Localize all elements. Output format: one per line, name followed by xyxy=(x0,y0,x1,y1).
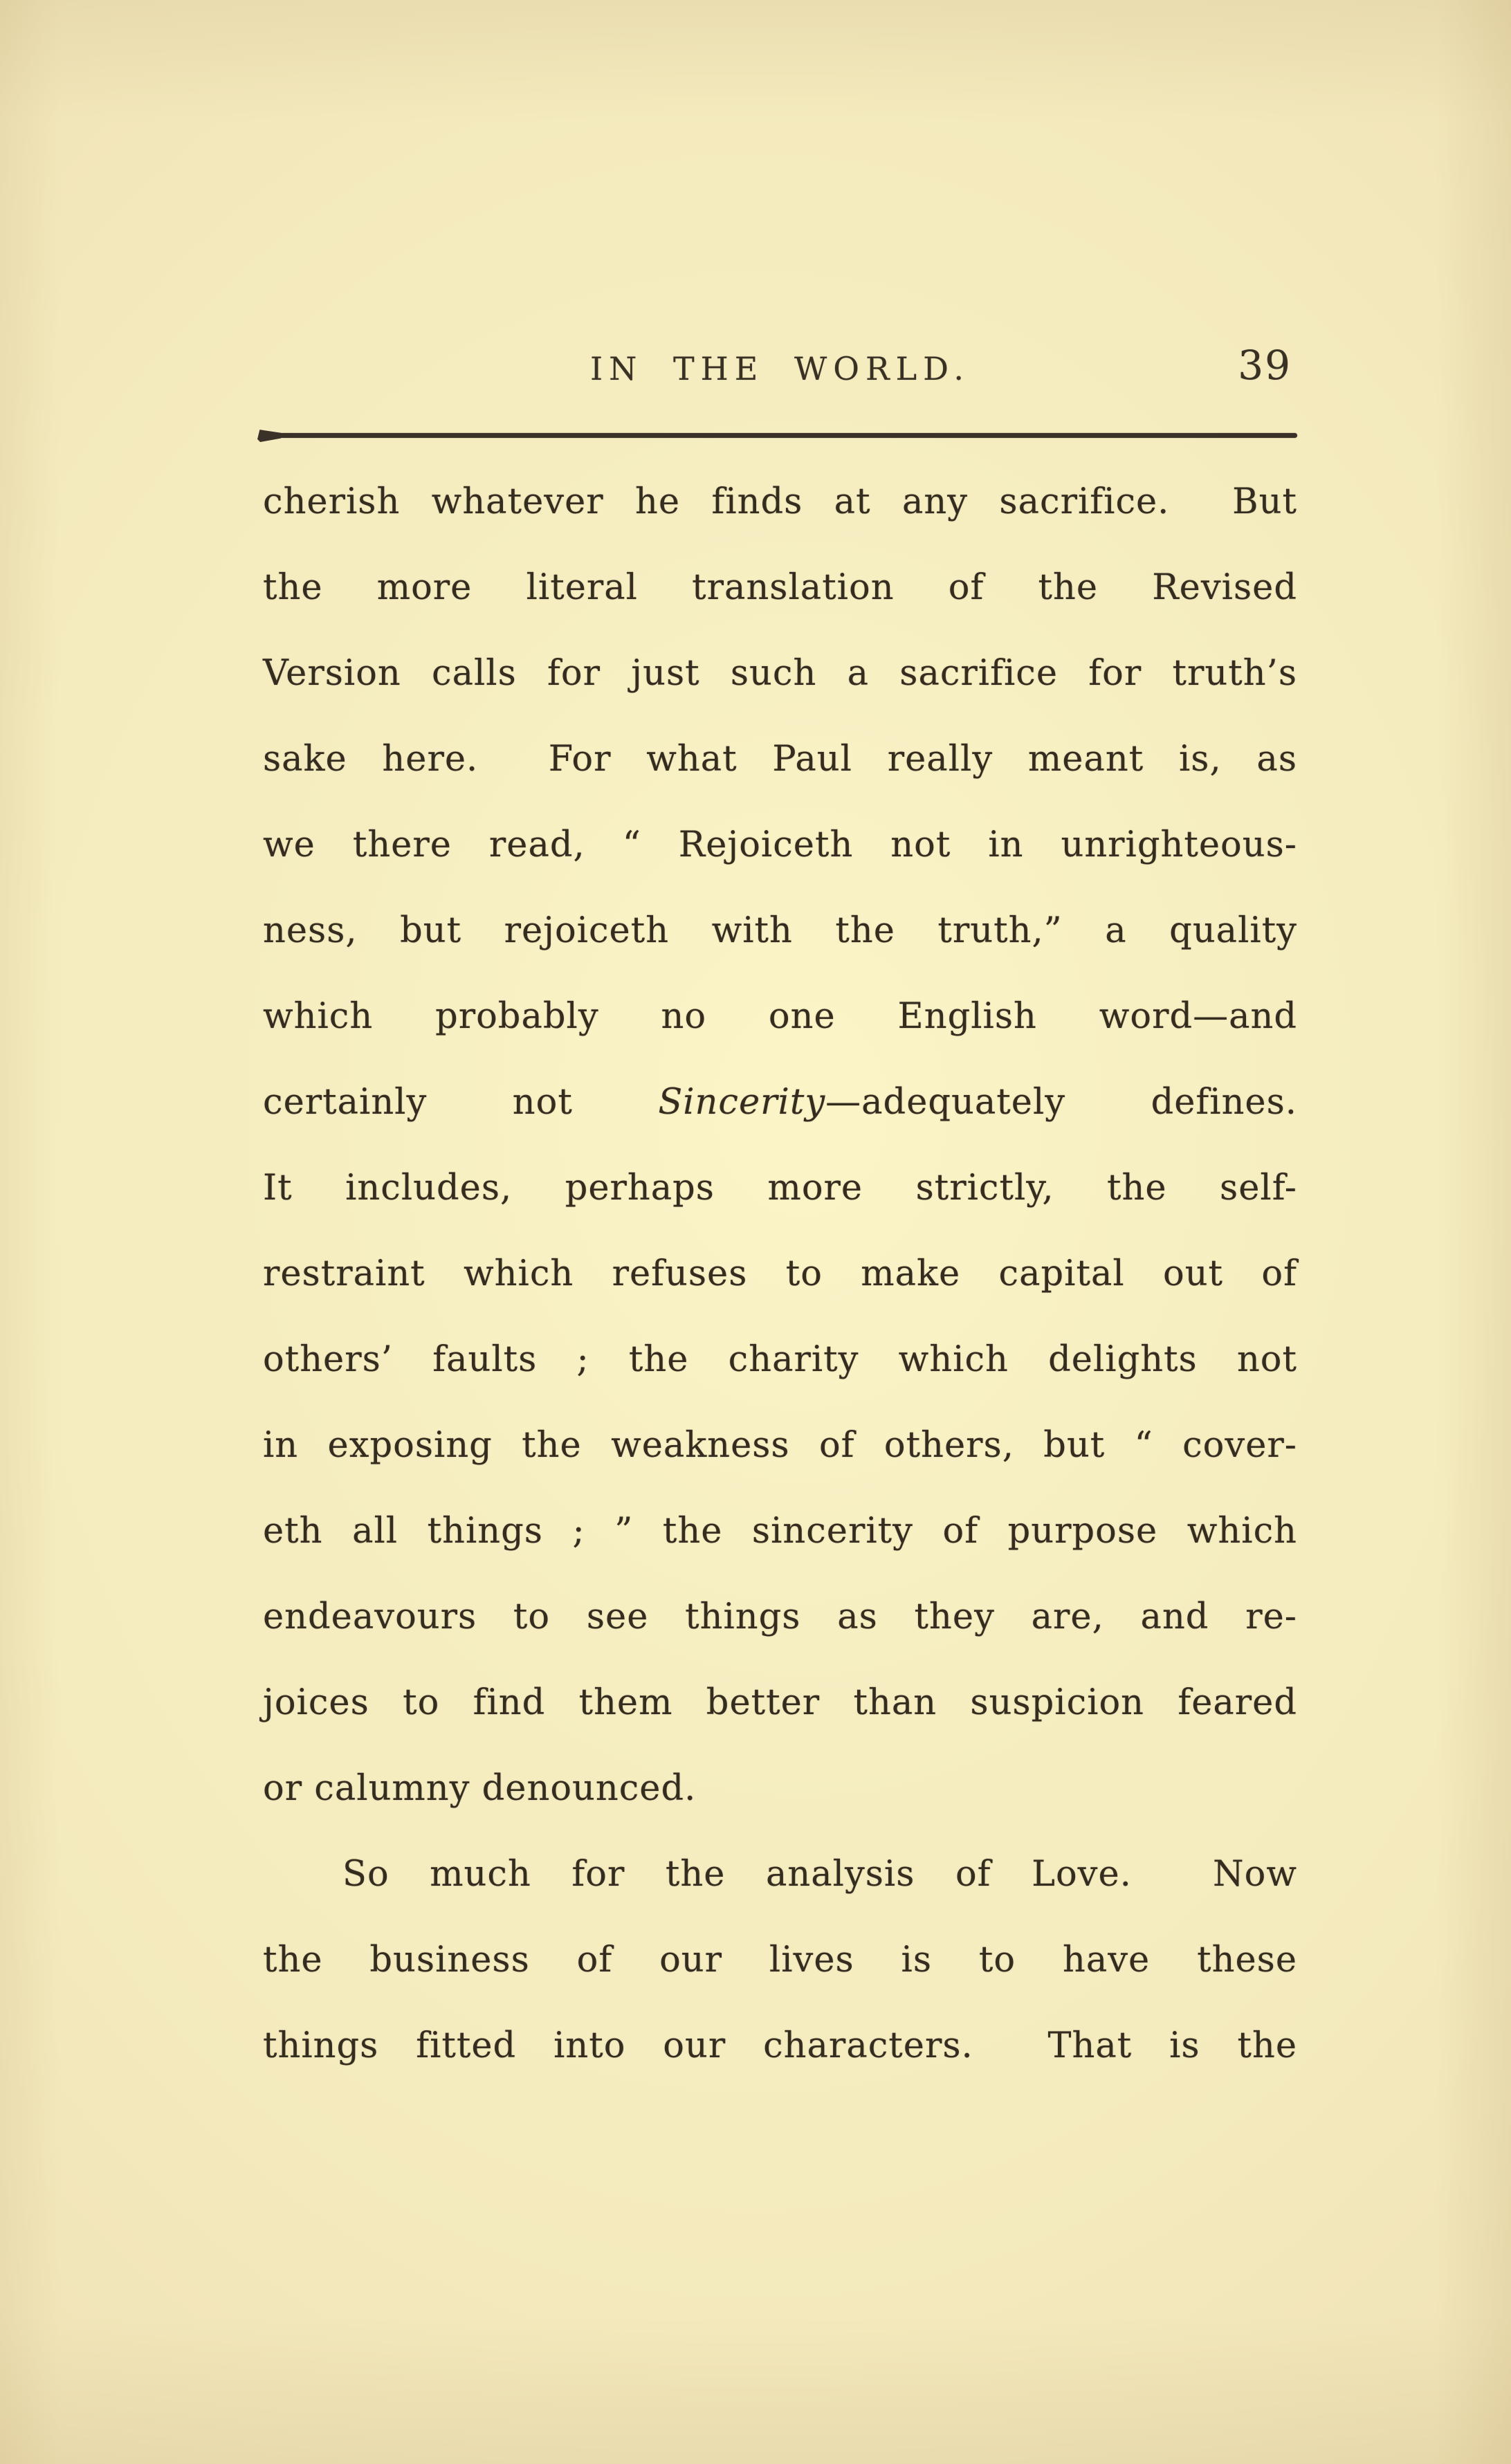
text-line-paragraph-start: So much for the analysis of Love. Now xyxy=(342,1854,1297,1895)
text-line: we there read, “ Rejoiceth not in unrighteous- xyxy=(263,825,1297,865)
text-line: others’ faults ; the charity which delights not xyxy=(263,1339,1297,1380)
text-line xyxy=(263,1060,1297,1146)
text-line: in exposing the weakness of others, but “ cover- xyxy=(263,1425,1297,1466)
text-line: cherish whatever he finds at any sacrifice. But xyxy=(263,481,1297,522)
text-line: joices to find them better than suspicion feared xyxy=(263,1682,1297,1723)
text-line-paragraph-end: or calumny denounced. xyxy=(263,1768,697,1809)
text-line: eth all things ; ” the sincerity of purpose which xyxy=(263,1511,1297,1552)
text-line: the more literal translation of the Revised xyxy=(263,567,1297,608)
text-line: things fitted into our characters. That is the xyxy=(263,2025,1297,2066)
page-title: IN THE WORLD. xyxy=(589,350,971,387)
text-line: ness, but rejoiceth with the truth,” a quality xyxy=(263,910,1297,951)
text-segment: —adequately defines. xyxy=(825,1082,1297,1123)
header-divider-rule xyxy=(259,433,1297,438)
text-line: It includes, perhaps more strictly, the self- xyxy=(263,1168,1297,1208)
text-line: Version calls for just such a sacrifice for truth’s xyxy=(263,653,1297,694)
body-text xyxy=(263,459,1297,2089)
text-line: the business of our lives is to have these xyxy=(263,1940,1297,1980)
text-line: restraint which refuses to make capital out of xyxy=(263,1253,1297,1294)
text-line: sake here. For what Paul really meant is, as xyxy=(263,739,1297,780)
text-segment: certainly not xyxy=(263,1082,659,1123)
running-head xyxy=(263,344,1297,396)
emphasized-word: Sincerity xyxy=(658,1082,826,1123)
text-line: endeavours to see things as they are, and re- xyxy=(263,1597,1297,1637)
page-number: 39 xyxy=(1238,342,1292,389)
text-line: which probably no one English word—and xyxy=(263,996,1297,1037)
